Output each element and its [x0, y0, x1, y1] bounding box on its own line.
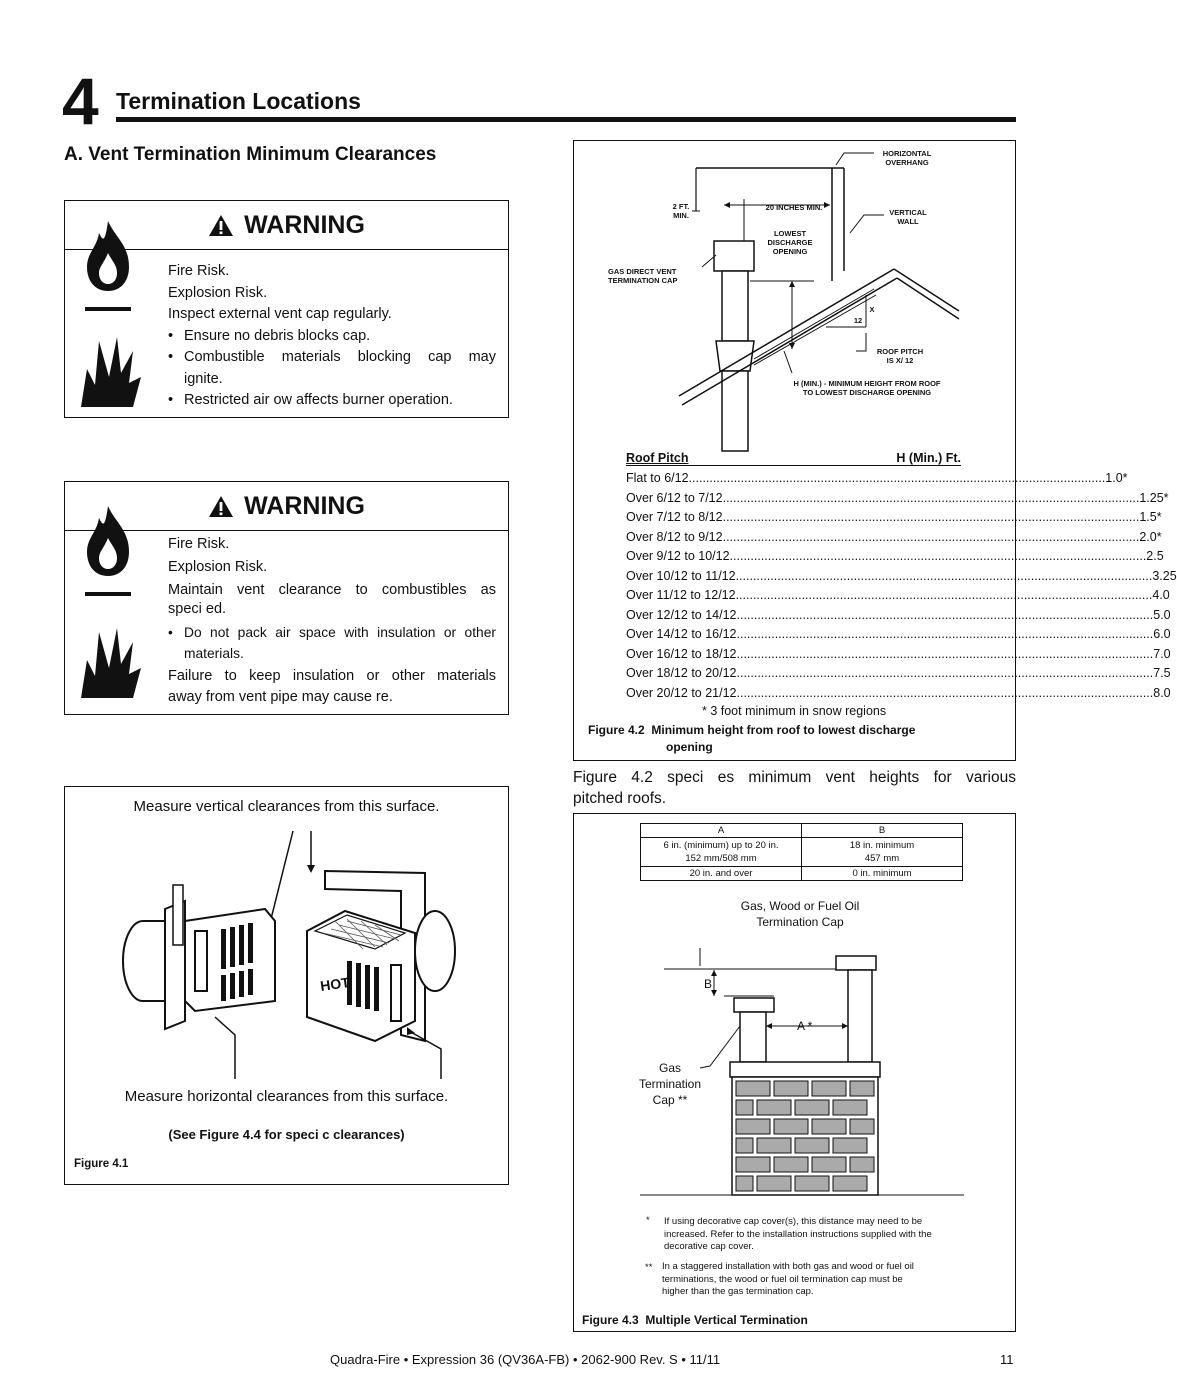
col-a-header: A: [641, 824, 802, 838]
figure-4-2-caption-cont: opening: [666, 740, 713, 754]
row-leader-dots: ........................................................................................................................: [729, 549, 1147, 563]
row-pitch: Over 8/12 to 9/12: [626, 529, 723, 544]
warning2-line: Maintain vent clearance to combustibles as: [168, 582, 496, 598]
table-row: [626, 646, 1171, 661]
table-row: [626, 490, 1169, 505]
warning1-bullet: Combustible materials blocking cap may: [184, 349, 496, 365]
row-leader-dots: ........................................................................................................................: [688, 471, 1106, 485]
row-pitch: Over 10/12 to 11/12: [626, 568, 736, 583]
figure-4-2-caption: Figure 4.2 Minimum height from roof to lowest discharge: [588, 723, 916, 737]
warning1-line: Explosion Risk.: [168, 284, 268, 301]
explosion-icon: [75, 618, 145, 702]
chimney-brick: [833, 1138, 867, 1153]
row-h-value: 1.0*: [1105, 471, 1128, 485]
flame-icon: [77, 500, 139, 604]
chimney-brick: [774, 1081, 808, 1096]
warning2-tail: away from vent pipe may cause re.: [168, 689, 393, 705]
explosion-icon: [75, 329, 145, 409]
row-pitch: Over 16/12 to 18/12: [626, 646, 737, 661]
warning2-line: Fire Risk.: [168, 536, 230, 552]
see-figure-reference: (See Figure 4.4 for speci c clearances): [168, 1127, 405, 1142]
table-row: [626, 607, 1171, 622]
chimney-brick: [736, 1119, 770, 1134]
row-pitch: Over 14/12 to 16/12: [626, 627, 737, 641]
horizontal-overhang-label: HORIZONTAL OVERHANG: [882, 149, 932, 167]
table-row: [626, 549, 1164, 563]
table-row: [626, 471, 1128, 485]
table-row: [626, 666, 1171, 680]
table-row: [626, 568, 1177, 583]
chapter-title: Termination Locations: [116, 88, 361, 114]
ab-cell: 457 mm: [864, 853, 900, 864]
hot-label: HOT: [319, 974, 351, 994]
roof-pitch-label: ROOF PITCH IS X/ 12: [876, 347, 924, 365]
row-leader-dots: ........................................................................................................................: [736, 666, 1154, 680]
note-1-mark: *: [646, 1215, 650, 1226]
footer-text: Quadra-Fire • Expression 36 (QV36A-FB) • 2062-900 Rev. S • 11/11: [330, 1352, 721, 1367]
chimney-brick: [736, 1157, 770, 1172]
warning1-bullet: Restricted air ow affects burner operation.: [184, 392, 453, 408]
horizontal-clearance-label: Measure horizontal clearances from this surface.: [124, 1088, 449, 1105]
warning2-bullet: Do not pack air space with insulation or other: [184, 625, 496, 640]
row-h-value: 4.0: [1152, 588, 1170, 602]
warning1-line: Inspect external vent cap regularly.: [168, 306, 392, 322]
figure-4-1-caption: Figure 4.1: [74, 1158, 129, 1170]
chimney-brick: [774, 1157, 808, 1172]
ab-cell: 6 in. (minimum) up to 20 in.: [663, 840, 779, 851]
figure-4-2-description: Figure 4.2 speci es minimum vent heights for various pitched roofs.: [573, 769, 1016, 807]
note-1: If using decorative cap cover(s), this distance may need to be increased. Refer to the installation instructions supplied with the decorative cap cover.: [664, 1216, 932, 1252]
label-a: A *: [797, 1019, 813, 1033]
row-h-value: 1.5*: [1139, 510, 1162, 524]
vertical-clearance-label: Measure vertical clearances from this surface.: [133, 798, 440, 815]
row-leader-dots: ........................................................................................................................: [735, 588, 1153, 602]
table-header: [626, 451, 961, 466]
clearance-ab-table: [640, 823, 963, 881]
chimney-brick: [795, 1176, 829, 1191]
chimney-brick: [736, 1081, 770, 1096]
row-pitch: Over 11/12 to 12/12: [626, 588, 736, 602]
row-leader-dots: ........................................................................................................................: [722, 529, 1140, 544]
warning2-bullet-cont: materials.: [184, 646, 244, 661]
warning1-bullet: Ensure no debris blocks cap.: [184, 327, 371, 344]
row-h-value: 6.0: [1153, 627, 1171, 641]
figure-4-1-box: [64, 786, 509, 1185]
warning2-line: Explosion Risk.: [168, 559, 268, 575]
chimney-brick: [736, 1176, 753, 1191]
row-pitch: Over 18/12 to 20/12: [626, 666, 737, 680]
twenty-inches-min-label: 20 INCHES MIN.: [765, 203, 823, 212]
row-h-value: 7.5: [1153, 666, 1171, 680]
h-min-label: H (MIN.) - MINIMUM HEIGHT FROM ROOF TO LOWEST DISCHARGE OPENING: [793, 379, 941, 397]
warning-heading: WARNING: [65, 201, 508, 250]
table-header-h: H (Min.) Ft.: [896, 451, 961, 465]
vertical-wall-label: VERTICAL WALL: [889, 208, 927, 226]
gas-direct-vent-label: GAS DIRECT VENT TERMINATION CAP: [608, 267, 678, 285]
row-leader-dots: ........................................................................................................................: [735, 568, 1153, 583]
row-pitch: Over 9/12 to 10/12: [626, 549, 730, 563]
snow-footnote: * 3 foot minimum in snow regions: [702, 704, 887, 718]
gas-cap-label: Gas Termination Cap **: [638, 1061, 702, 1107]
chimney-brick: [850, 1119, 874, 1134]
note-2: In a staggered installation with both gas and wood or fuel oil terminations, the wood or fuel oil termination cap must be higher than the gas termination cap.: [662, 1261, 914, 1297]
pitch-12-label: 12: [853, 316, 863, 325]
label-b: B: [704, 977, 713, 991]
warning-triangle-icon: [208, 214, 234, 237]
chimney-brick: [757, 1176, 791, 1191]
row-h-value: 2.0*: [1139, 529, 1162, 544]
row-leader-dots: ........................................................................................................................: [736, 646, 1154, 661]
chimney-brick: [812, 1081, 846, 1096]
row-h-value: 7.0: [1153, 646, 1171, 661]
ab-cell: 20 in. and over: [641, 867, 802, 881]
section-title: A. Vent Termination Minimum Clearances: [64, 144, 437, 165]
row-pitch: Flat to 6/12: [626, 471, 689, 485]
chimney-brick: [795, 1100, 829, 1115]
ab-cell: 152 mm/508 mm: [685, 853, 757, 864]
row-pitch: Over 12/12 to 14/12: [626, 607, 737, 622]
row-h-value: 2.5: [1146, 549, 1164, 563]
table-row: [626, 529, 1162, 544]
table-row: [626, 685, 1171, 700]
table-header-pitch: Roof Pitch: [626, 451, 689, 465]
chimney-brick: [736, 1138, 753, 1153]
warning-heading: WARNING: [65, 482, 508, 531]
table-row: [626, 510, 1162, 524]
chapter-rule: [116, 117, 1016, 122]
row-h-value: 1.25*: [1139, 490, 1169, 505]
warning2-tail: Failure to keep insulation or other materials: [168, 668, 496, 684]
chimney-brick: [757, 1100, 791, 1115]
row-h-value: 3.25: [1152, 568, 1177, 583]
chimney-brick: [736, 1100, 753, 1115]
warning1-line: Fire Risk.: [168, 263, 230, 279]
note-2-mark: **: [645, 1262, 653, 1273]
row-leader-dots: ........................................................................................................................: [736, 607, 1154, 622]
chapter-number: 4: [62, 64, 99, 138]
two-ft-min-label: 2 FT. MIN.: [672, 202, 690, 220]
warning-box-debris: WARNING Fire Risk. Explosion Risk. Inspect external vent cap regularly. • Ensure no debris blocks cap. • Combustible materials blocking cap may ignite. • Restricted air ow affects burner operation.: [64, 200, 509, 418]
row-pitch: Over 7/12 to 8/12: [626, 510, 723, 524]
row-h-value: 8.0: [1153, 685, 1171, 700]
table-row: [626, 588, 1170, 602]
chimney-brick: [850, 1081, 874, 1096]
chimney-brick: [812, 1157, 846, 1172]
chimney-brick: [833, 1100, 867, 1115]
lowest-discharge-label: LOWEST DISCHARGE OPENING: [767, 229, 813, 256]
chimney-brick: [757, 1138, 791, 1153]
col-b-header: B: [802, 824, 963, 838]
row-pitch: Over 20/12 to 21/12: [626, 685, 737, 700]
row-leader-dots: ........................................................................................................................: [736, 685, 1154, 700]
roof-pitch-diagram: [574, 141, 1015, 451]
ab-cell: 0 in. minimum: [802, 867, 963, 881]
ab-cell: 18 in. minimum: [849, 840, 915, 851]
chimney-brick: [812, 1119, 846, 1134]
pitch-x-label: X: [869, 305, 875, 314]
wood-cap-label: Gas, Wood or Fuel Oil Termination Cap: [740, 899, 860, 929]
page-number: 11: [1000, 1352, 1014, 1367]
termination-cap-illustration: [85, 821, 495, 1091]
warning-box-clearance: WARNING Fire Risk. Explosion Risk. Maintain vent clearance to combustibles as speci ed. • Do not pack air space with insulation or other materials. Failure to keep insulation or other materials away from vent pipe may cause re.: [64, 481, 509, 715]
warning-triangle-icon: [208, 495, 234, 518]
row-leader-dots: ........................................................................................................................: [722, 510, 1140, 524]
chimney-brick: [833, 1176, 867, 1191]
warning1-bullet-cont: ignite.: [184, 370, 223, 387]
chimney-brick: [850, 1157, 874, 1172]
row-leader-dots: ........................................................................................................................: [722, 490, 1140, 505]
flame-icon: [77, 217, 139, 317]
row-pitch: Over 6/12 to 7/12: [626, 490, 723, 505]
chimney-brick: [795, 1138, 829, 1153]
table-row: [626, 627, 1171, 641]
warning2-line: speci ed.: [168, 601, 227, 617]
chimney-brick: [774, 1119, 808, 1134]
row-h-value: 5.0: [1153, 607, 1171, 622]
figure-4-3-caption: Figure 4.3 Multiple Vertical Termination: [582, 1313, 808, 1327]
row-leader-dots: ........................................................................................................................: [736, 627, 1154, 641]
